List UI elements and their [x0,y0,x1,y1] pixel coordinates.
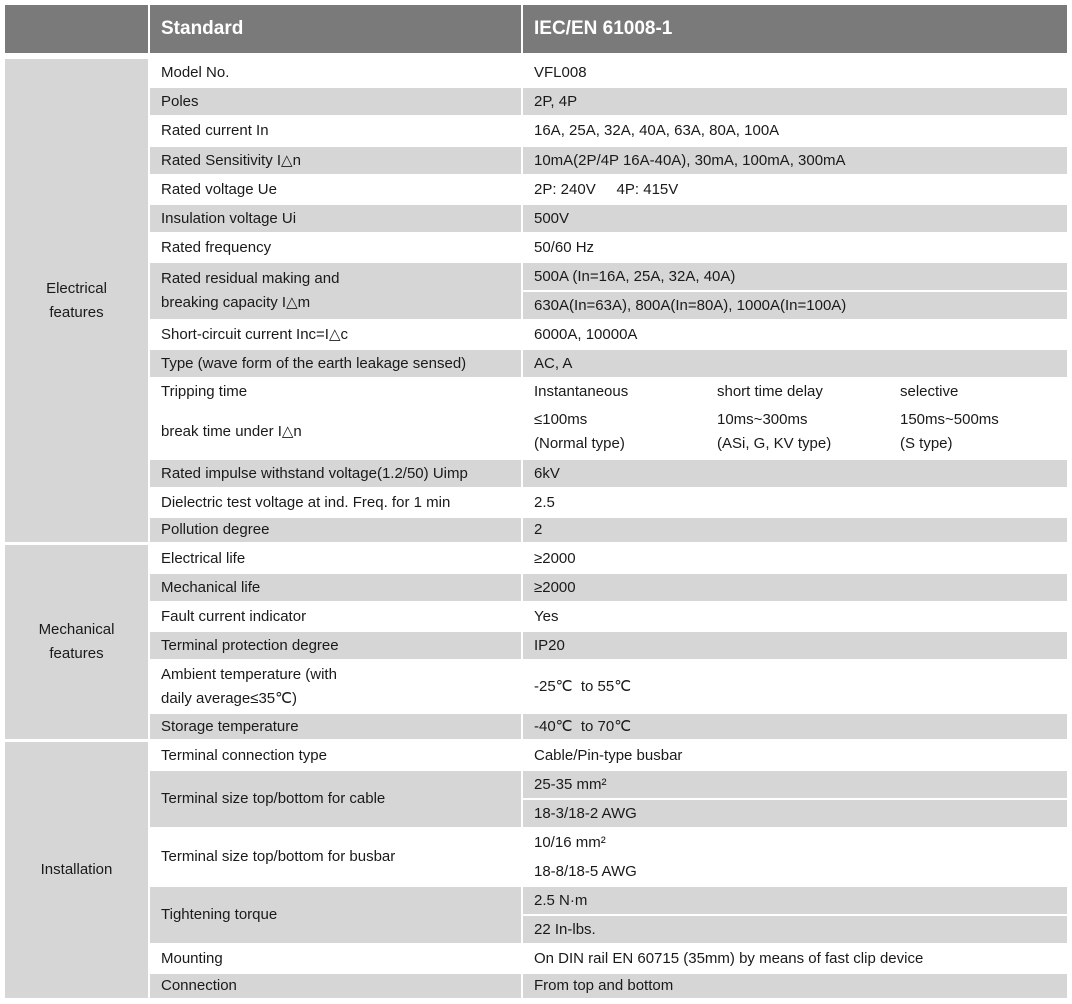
row-value-short-circuit: 6000A, 10000A [523,321,1067,348]
row-value-mounting: On DIN rail EN 60715 (35mm) by means of fast clip device [523,945,1067,972]
row-label-insulation-voltage: Insulation voltage Ui [150,205,521,232]
row-value-tripping-selective: selective [889,379,1067,404]
row-value-busbar-size-1: 10/16 mm² [523,829,1067,856]
row-value-impulse-voltage: 6kV [523,460,1067,487]
row-value-torque-1: 2.5 N·m [523,887,1067,914]
row-value-mechanical-life: ≥2000 [523,574,1067,601]
row-value-residual-capacity-1: 500A (In=16A, 25A, 32A, 40A) [523,263,1067,290]
row-value-model-no: VFL008 [523,59,1067,86]
row-label-storage-temp: Storage temperature [150,714,521,739]
row-label-rated-sensitivity: Rated Sensitivity I△n [150,147,521,174]
row-label-model-no: Model No. [150,59,521,86]
header-left-blank [5,5,148,53]
row-label-short-circuit: Short-circuit current Inc=I△c [150,321,521,348]
row-label-mounting: Mounting [150,945,521,972]
row-value-poles: 2P, 4P [523,88,1067,115]
row-label-connection: Connection [150,974,521,998]
row-label-cable-size: Terminal size top/bottom for cable [150,771,521,827]
row-value-fault-indicator: Yes [523,603,1067,630]
category-installation: Installation [5,742,148,998]
row-value-protection-degree: IP20 [523,632,1067,659]
row-value-break-instantaneous: ≤100ms (Normal type) [523,406,704,458]
category-electrical: Electrical features [5,59,148,542]
category-mechanical: Mechanical features [5,545,148,739]
row-value-torque-2: 22 In-lbs. [523,916,1067,943]
row-label-mechanical-life: Mechanical life [150,574,521,601]
row-value-cable-size-1: 25-35 mm² [523,771,1067,798]
row-label-electrical-life: Electrical life [150,545,521,572]
row-label-connection-type: Terminal connection type [150,742,521,769]
row-label-ambient-temp: Ambient temperature (with daily average≤35℃) [150,661,521,712]
row-label-residual-capacity: Rated residual making and breaking capacity I△m [150,263,521,319]
row-value-electrical-life: ≥2000 [523,545,1067,572]
row-label-torque: Tightening torque [150,887,521,943]
row-value-tripping-instantaneous: Instantaneous [523,379,704,404]
row-value-storage-temp: -40℃ to 70℃ [523,714,1067,739]
row-label-protection-degree: Terminal protection degree [150,632,521,659]
row-value-connection: From top and bottom [523,974,1067,998]
row-label-dielectric-voltage: Dielectric test voltage at ind. Freq. for 1 min [150,489,521,516]
row-value-break-selective: 150ms~500ms (S type) [889,406,1067,458]
row-label-rated-frequency: Rated frequency [150,234,521,261]
row-value-tripping-delay: short time delay [706,379,887,404]
row-label-impulse-voltage: Rated impulse withstand voltage(1.2/50) Uimp [150,460,521,487]
row-value-dielectric-voltage: 2.5 [523,489,1067,516]
row-value-cable-size-2: 18-3/18-2 AWG [523,800,1067,827]
row-value-break-delay: 10ms~300ms (ASi, G, KV type) [706,406,887,458]
row-label-type: Type (wave form of the earth leakage sensed) [150,350,521,377]
row-value-rated-voltage: 2P: 240V 4P: 415V [523,176,1067,203]
row-label-pollution-degree: Pollution degree [150,518,521,542]
row-label-break-time: break time under I△n [150,406,521,458]
header-standard-value: IEC/EN 61008-1 [523,5,1067,53]
row-label-fault-indicator: Fault current indicator [150,603,521,630]
row-value-ambient-temp: -25℃ to 55℃ [523,661,1067,712]
row-value-pollution-degree: 2 [523,518,1067,542]
row-value-rated-current: 16A, 25A, 32A, 40A, 63A, 80A, 100A [523,117,1067,145]
row-label-tripping-time: Tripping time [150,379,521,404]
row-value-busbar-size-2: 18-8/18-5 AWG [523,858,1067,885]
row-value-insulation-voltage: 500V [523,205,1067,232]
row-value-type: AC, A [523,350,1067,377]
row-label-busbar-size: Terminal size top/bottom for busbar [150,829,521,885]
row-value-connection-type: Cable/Pin-type busbar [523,742,1067,769]
header-standard-label: Standard [150,5,521,53]
row-value-residual-capacity-2: 630A(In=63A), 800A(In=80A), 1000A(In=100A) [523,292,1067,319]
row-value-rated-frequency: 50/60 Hz [523,234,1067,261]
row-label-rated-voltage: Rated voltage Ue [150,176,521,203]
row-value-rated-sensitivity: 10mA(2P/4P 16A-40A), 30mA, 100mA, 300mA [523,147,1067,174]
row-label-rated-current: Rated current In [150,117,521,145]
row-label-poles: Poles [150,88,521,115]
